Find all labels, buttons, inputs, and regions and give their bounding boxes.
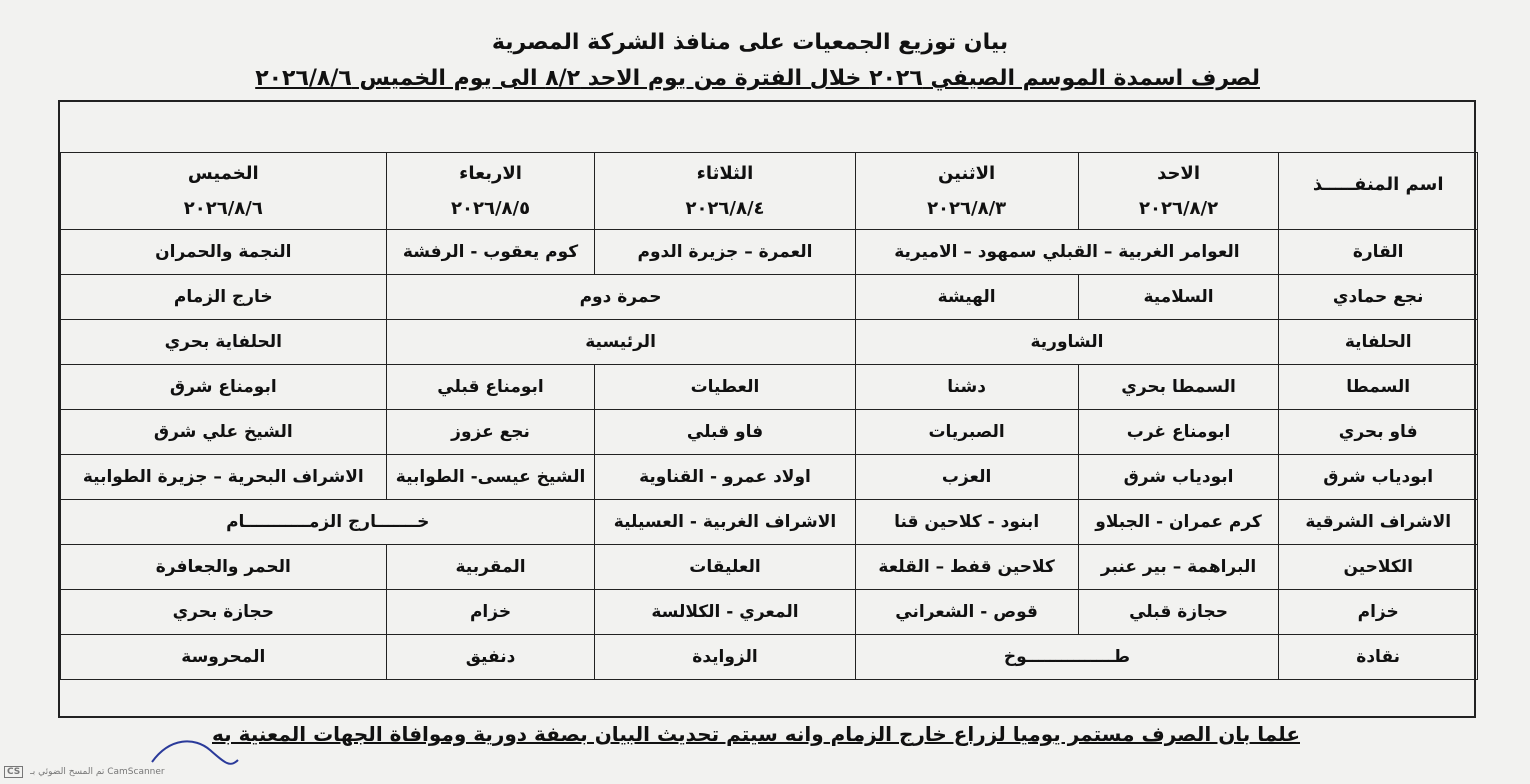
table-row [61,275,1478,320]
table-cell: حجازة بحري [61,590,387,635]
table-row [61,635,1478,680]
table-cell: الحلفاية بحري [61,320,387,365]
table-cell: الصبريات [855,410,1078,455]
table-cell: كوم يعقوب - الرفشة [386,230,595,275]
table-cell: العزب [855,455,1078,500]
table-cell: حمرة دوم [386,275,855,320]
table-row [61,410,1478,455]
table-row [61,230,1478,275]
table-cell: البراهمة – بير عنبر [1078,545,1279,590]
table-cell: ابودياب شرق [1078,455,1279,500]
table-cell: كلاحين قفط – القلعة [855,545,1078,590]
document-subtitle: لصرف اسمدة الموسم الصيفي ٢٠٢٦ خلال الفترة من يوم الاحد ٨/٢ الى يوم الخميس ٢٠٢٦/٨/٦ [255,66,1260,91]
table-cell: ابنود - كلاحين قنا [855,500,1078,545]
table-cell: الرئيسية [386,320,855,365]
outlet-name: ابودياب شرق [1279,455,1478,500]
table-cell: طـــــــــــــــوخ [855,635,1279,680]
table-cell: العوامر الغربية – القبلي سمهود – الاميرية [855,230,1279,275]
outlet-name: الحلفاية [1279,320,1478,365]
table-cell: خارج الزمام [61,275,387,320]
table-cell: الشيخ عيسى- الطوابية [386,455,595,500]
table-cell: السلامية [1078,275,1279,320]
outlet-name: الاشراف الشرقية [1279,500,1478,545]
table-cell: دنفيق [386,635,595,680]
table-cell: دشنا [855,365,1078,410]
table-row [61,455,1478,500]
table-cell: السمطا بحري [1078,365,1279,410]
table-cell: حجازة قبلي [1078,590,1279,635]
table-cell: الشيخ علي شرق [61,410,387,455]
table-cell: الزوايدة [595,635,855,680]
outlet-header: اسم المنفـــــذ [1279,153,1478,230]
table-cell: العطيات [595,365,855,410]
table-cell: ابومناع شرق [61,365,387,410]
table-cell: خزام [386,590,595,635]
day-header-sunday: الاحد ٢٠٢٦/٨/٢ [1078,153,1279,230]
outlet-name: فاو بحري [1279,410,1478,455]
table-cell: العمرة – جزيرة الدوم [595,230,855,275]
table-cell: العليقات [595,545,855,590]
table-cell: الهيشة [855,275,1078,320]
table-cell: الحمر والجعافرة [61,545,387,590]
scanner-watermark: CS تم المسح الضوئي بـ CamScanner [4,766,165,778]
day-header-tuesday: الثلاثاء ٢٠٢٦/٨/٤ [595,153,855,230]
outlet-name: خزام [1279,590,1478,635]
camscanner-icon: CS [4,766,23,778]
table-cell: الاشراف الغربية - العسيلية [595,500,855,545]
day-header-wednesday: الاربعاء ٢٠٢٦/٨/٥ [386,153,595,230]
table-cell: ابومناع قبلي [386,365,595,410]
table-cell: قوص - الشعراني [855,590,1078,635]
outlet-name: السمطا [1279,365,1478,410]
day-header-monday: الاثنين ٢٠٢٦/٨/٣ [855,153,1078,230]
day-header-thursday: الخميس ٢٠٢٦/٨/٦ [61,153,387,230]
table-row [61,545,1478,590]
table-cell: المحروسة [61,635,387,680]
header-row [61,153,1478,230]
distribution-table [60,152,1478,680]
table-cell: كرم عمران - الجبلاو [1078,500,1279,545]
outlet-name: الكلاحين [1279,545,1478,590]
table-cell: اولاد عمرو - القناوية [595,455,855,500]
document-title: بيان توزيع الجمعيات على منافذ الشركة المصرية [491,30,1009,55]
outlet-name: نقادة [1279,635,1478,680]
table-row [61,320,1478,365]
table-row [61,500,1478,545]
outlet-name: نجع حمادي [1279,275,1478,320]
table-row [61,365,1478,410]
table-cell: الاشراف البحرية – جزيرة الطوابية [61,455,387,500]
table-cell: المقربية [386,545,595,590]
table-row [61,590,1478,635]
table-cell: خـــــــارج الزمـــــــــــام [61,500,595,545]
table-cell: نجع عزوز [386,410,595,455]
footnote: علما بان الصرف مستمر يوميا لزراع خارج الزمام وانه سيتم تحديث البيان بصفة دورية وموافاة الجهات المعنية به [212,722,1300,746]
table-cell: المعري - الكلالسة [595,590,855,635]
outlet-name: القارة [1279,230,1478,275]
table-cell: فاو قبلي [595,410,855,455]
table-cell: الشاورية [855,320,1279,365]
table-cell: ابومناع غرب [1078,410,1279,455]
table-cell: النجمة والحمران [61,230,387,275]
